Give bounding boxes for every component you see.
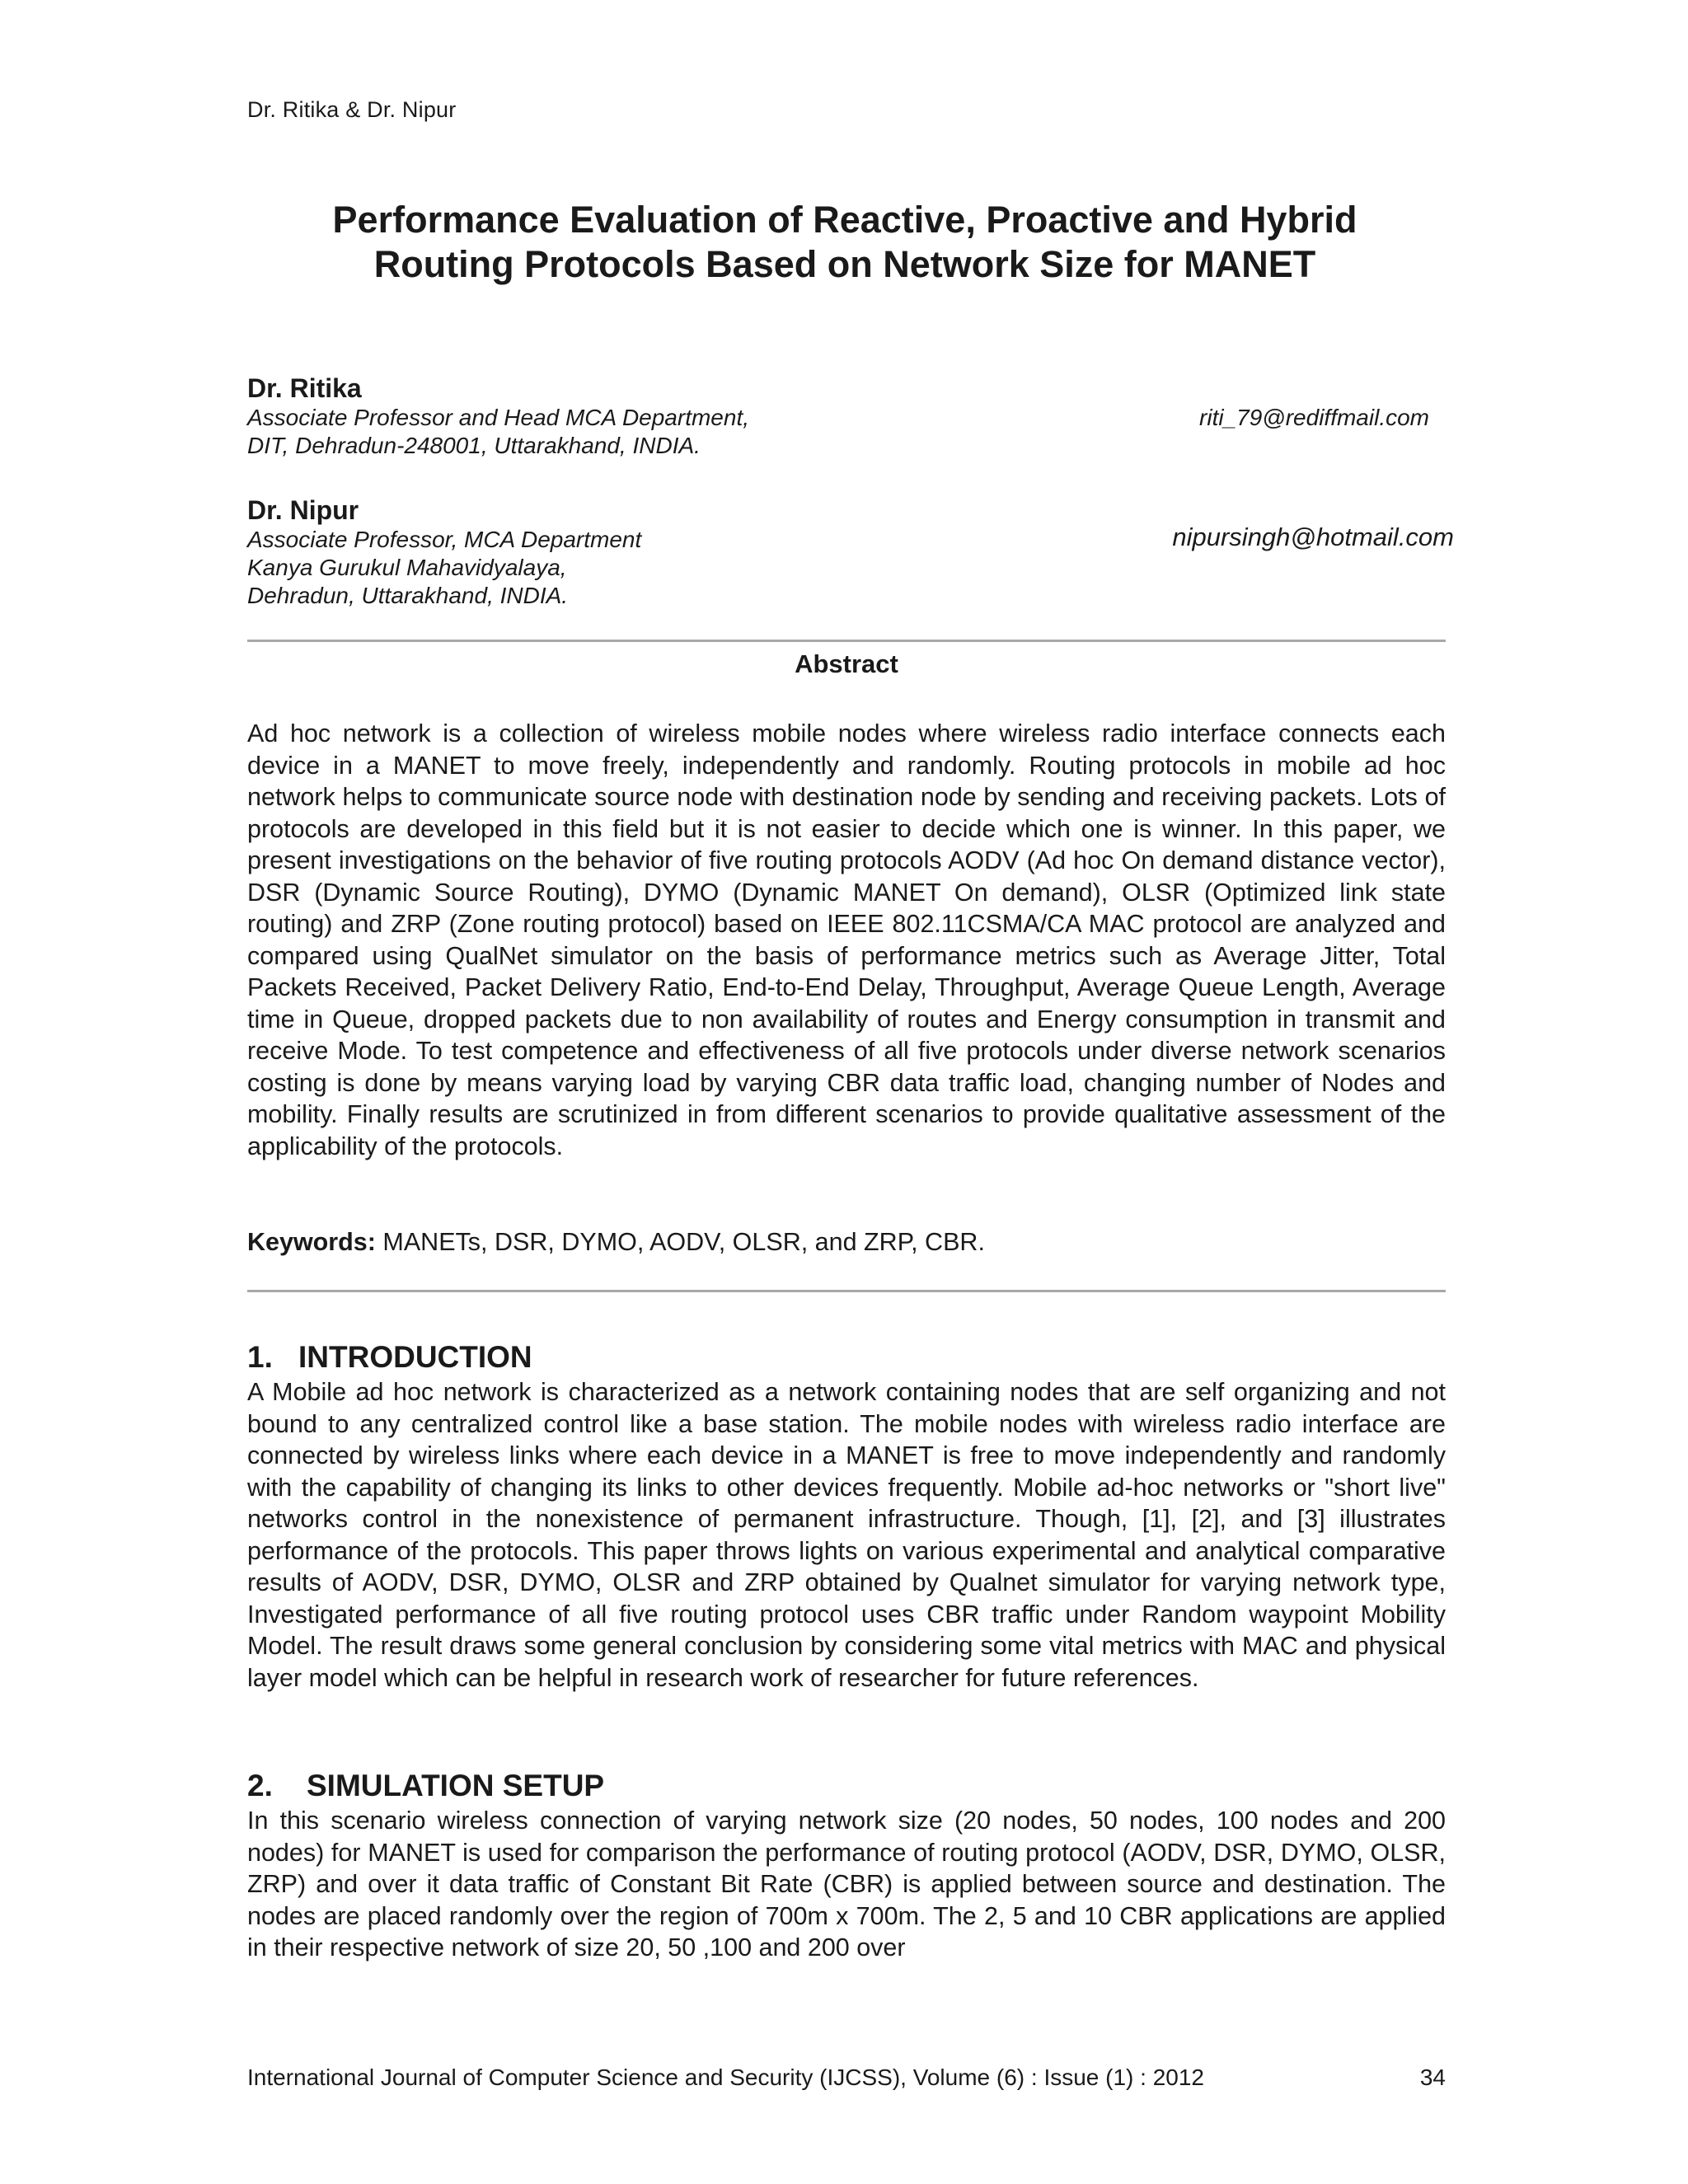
section-heading-simulation-setup xyxy=(247,1768,604,1804)
section-number: 2. xyxy=(247,1769,273,1802)
author-block-nipur xyxy=(247,494,1454,610)
abstract-heading: Abstract xyxy=(795,649,898,678)
section-title: SIMULATION SETUP xyxy=(307,1769,605,1802)
keywords-label: Keywords: xyxy=(247,1228,376,1256)
divider-bottom xyxy=(247,1290,1446,1292)
abstract-text: Ad hoc network is a collection of wireless mobile nodes where wireless radio interface connects each device in a MANET to move freely, independently and randomly. Routing protocols in mobile ad hoc network helps to communicate source node with destination node by sending and receiving packets. Lots of protocols are developed in this field but it is not easier to decide which one is winner. In this paper, we present investigations on the behavior of five routing protocols AODV (Ad hoc On demand distance vector), DSR (Dynamic Source Routing), DYMO (Dynamic MANET On demand), OLSR (Optimized link state routing) and ZRP (Zone routing protocol) based on IEEE 802.11CSMA/CA MAC protocol are analyzed and compared using QualNet simulator on the basis of performance metrics such as Average Jitter, Total Packets Received, Packet Delivery Ratio, End-to-End Delay, Throughput, Average Queue Length, Average time in Queue, dropped packets due to non availability of routes and Energy consumption in transmit and receive Mode. To test competence and effectiveness of all five protocols under diverse network scenarios costing is done by means varying load by varying CBR data traffic load, changing number of Nodes and mobility. Finally results are scrutinized in from different scenarios to provide qualitative assessment of the applicability of the protocols. xyxy=(247,719,1446,1160)
affiliation-text: Associate Professor and Head MCA Department, xyxy=(247,405,750,430)
keywords-text: MANETs, DSR, DYMO, AODV, OLSR, and ZRP, CBR. xyxy=(375,1228,985,1256)
author-name: Dr. Ritika xyxy=(247,373,362,403)
section-text-introduction: A Mobile ad hoc network is characterized as a network containing nodes that are self organizing and not bound to any centralized control like a base station. The mobile nodes with wireless radio interface are connected by wireless links where each device in a MANET is free to move independently and randomly with the capability of changing its links to other devices frequently. Mobile ad-hoc networks or "short live" networks control in the nonexistence of permanent infrastructure. Though, [1], [2], and [3] illustrates performance of the protocols. This paper throws lights on various experimental and analytical comparative results of AODV, DSR, DYMO, OLSR and ZRP obtained by Qualnet simulator for varying network type, Investigated performance of all five routing protocol uses CBR traffic under Random waypoint Mobility Model. The result draws some general conclusion by considering some vital metrics with MAC and physical layer model which can be helpful in research work of researcher for future references. xyxy=(247,1378,1446,1692)
section-heading-introduction xyxy=(247,1339,532,1376)
paper-title xyxy=(247,198,1442,287)
running-header: Dr. Ritika & Dr. Nipur xyxy=(247,97,457,122)
title-line-1: Performance Evaluation of Reactive, Proactive and Hybrid xyxy=(332,199,1357,241)
section-number: 1. xyxy=(247,1340,273,1374)
journal-citation: International Journal of Computer Science and Security (IJCSS), Volume (6) : Issue (1) : 2012 xyxy=(247,2064,1205,2090)
page-footer xyxy=(247,2064,1446,2091)
author-email: nipursingh@hotmail.com xyxy=(1172,523,1454,551)
section-text-simulation-setup: In this scenario wireless connection of varying network size (20 nodes, 50 nodes, 100 nodes and 200 nodes) for MANET is used for comparison the performance of routing protocol (AODV, DSR, DYMO, OLSR, ZRP) and over it data traffic of Constant Bit Rate (CBR) is applied between source and destination. The nodes are placed randomly over the region of 700m x 700m. The 2, 5 and 10 CBR applications are applied in their respective network of size 20, 50 ,100 and 200 over xyxy=(247,1807,1446,1961)
page-number: 34 xyxy=(1419,2064,1446,2090)
author-affiliation-line: DIT, Dehradun-248001, Uttarakhand, INDIA. xyxy=(247,433,701,458)
author-name: Dr. Nipur xyxy=(247,495,359,525)
author-block-ritika xyxy=(247,373,1442,460)
divider-top xyxy=(247,640,1446,642)
keywords xyxy=(247,1226,1446,1258)
section-title: INTRODUCTION xyxy=(298,1340,532,1374)
author-affiliation-line xyxy=(247,404,1442,432)
author-affiliation-line: Dehradun, Uttarakhand, INDIA. xyxy=(247,583,569,608)
title-line-2: Routing Protocols Based on Network Size for MANET xyxy=(373,243,1316,285)
affiliation-text: Associate Professor, MCA Department xyxy=(247,527,642,552)
author-email: riti_79@rediffmail.com xyxy=(1199,405,1429,430)
author-affiliation-line xyxy=(247,523,1454,554)
author-affiliation-line: Kanya Gurukul Mahavidyalaya, xyxy=(247,555,567,580)
